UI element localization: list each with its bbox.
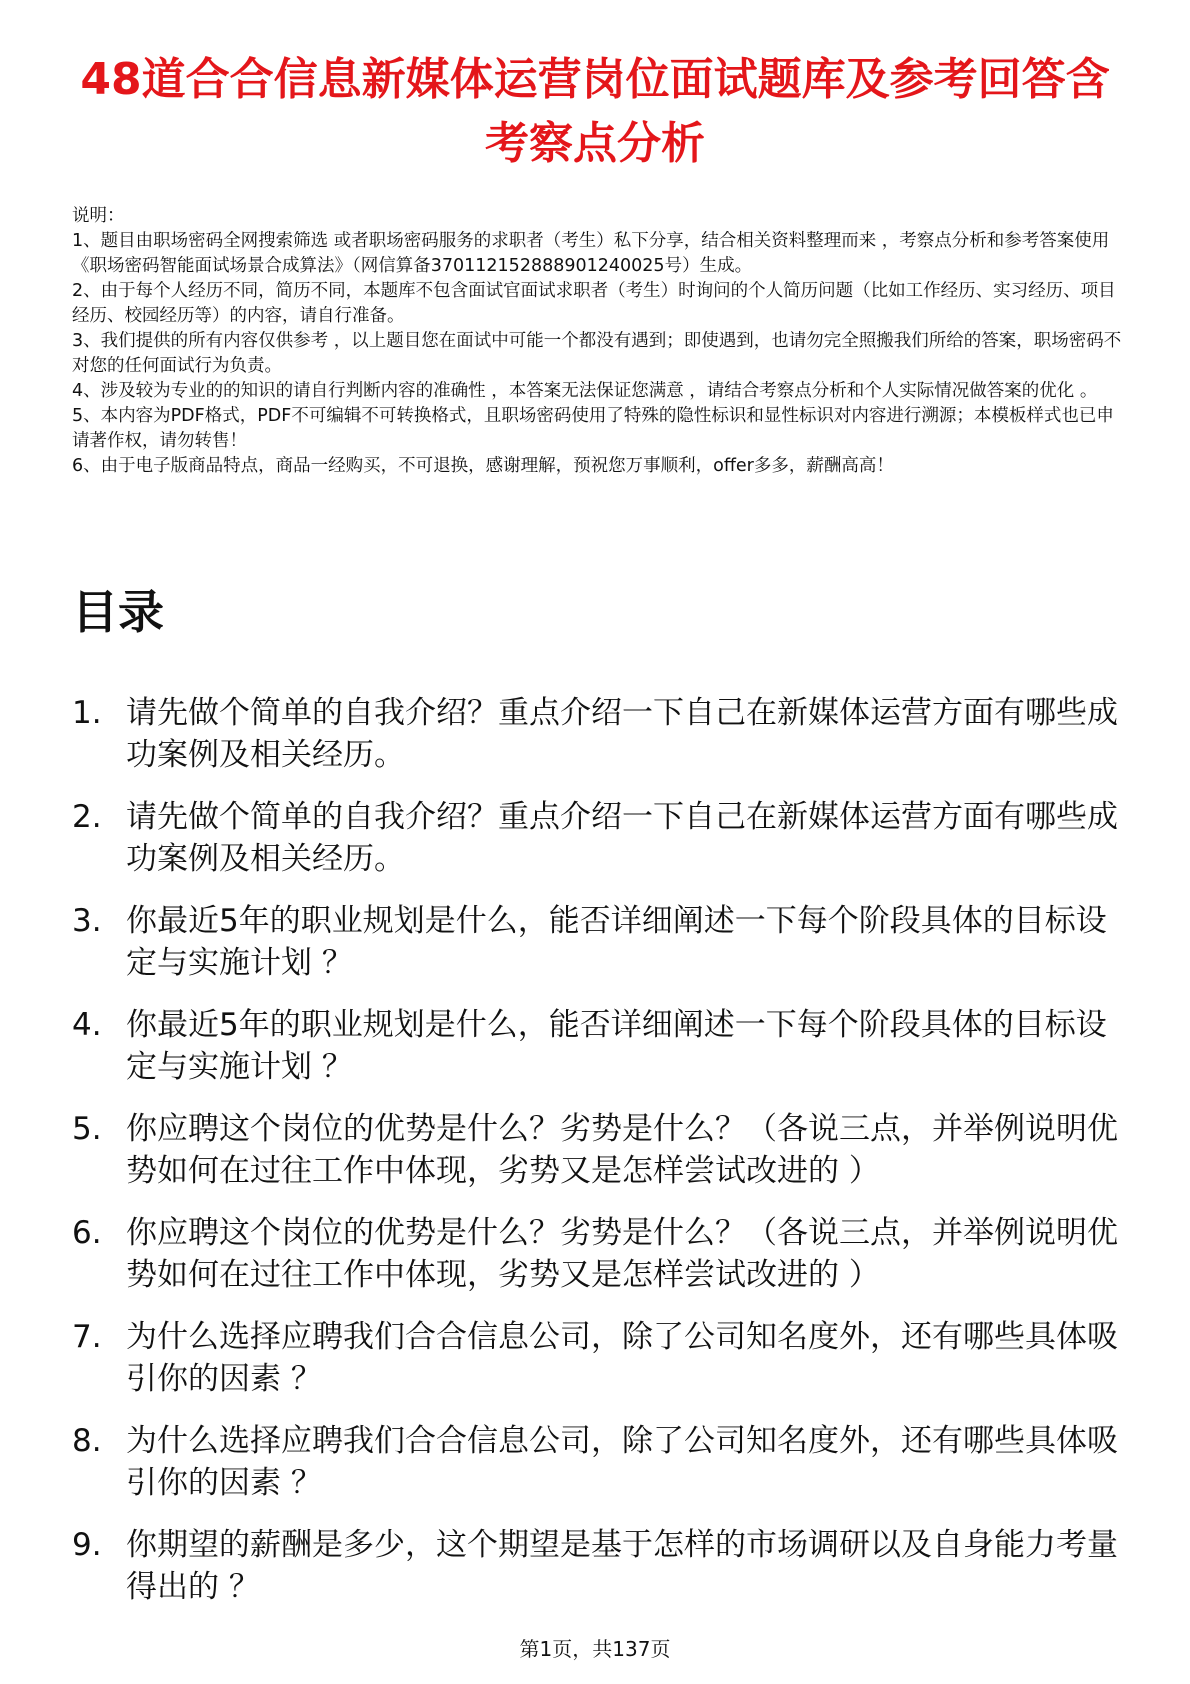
- notes-heading: 说明：: [72, 206, 125, 226]
- toc-item[interactable]: [72, 796, 1132, 880]
- toc-item-number: 3.: [72, 903, 102, 939]
- notes-item: 2、由于每个人经历不同，简历不同，本题库不包含面试官面试求职者（考生）时询问的个人简历问题（比如工作经历、实习经历、项目经历、校园经历等）的内容，请自行准备。: [72, 281, 1116, 326]
- toc-item-number: 2.: [72, 799, 102, 835]
- toc-heading: 目录: [72, 585, 164, 639]
- page-title: 48道合合信息新媒体运营岗位面试题库及参考回答含考察点分析: [80, 54, 1110, 169]
- page-footer: 第1页，共137页: [519, 1637, 671, 1661]
- toc-item[interactable]: [72, 692, 1132, 776]
- toc-item[interactable]: [72, 1108, 1132, 1192]
- notes-item: 3、我们提供的所有内容仅供参考 ，以上题目您在面试中可能一个都没有遇到；即使遇到，也请勿完全照搬我们所给的答案，职场密码不对您的任何面试行为负责。: [72, 331, 1122, 376]
- toc-item-text: 你最近5年的职业规划是什么，能否详细阐述一下每个阶段具体的目标设定与实施计划 ？: [126, 903, 1107, 981]
- toc-item-number: 1.: [72, 695, 102, 731]
- toc-item-number: 7.: [72, 1319, 102, 1355]
- toc-item-text: 你期望的薪酬是多少，这个期望是基于怎样的市场调研以及自身能力考量得出的 ？: [126, 1527, 1118, 1605]
- toc-item[interactable]: [72, 1212, 1132, 1296]
- toc-item-text: 你应聘这个岗位的优势是什么？劣势是什么？（各说三点，并举例说明优势如何在过往工作中体现，劣势又是怎样尝试改进的 ）: [126, 1111, 1118, 1189]
- toc-item-text: 为什么选择应聘我们合合信息公司，除了公司知名度外，还有哪些具体吸引你的因素 ？: [126, 1319, 1118, 1397]
- toc-item[interactable]: [72, 1004, 1132, 1088]
- notes-item: 5、本内容为PDF格式，PDF不可编辑不可转换格式，且职场密码使用了特殊的隐性标识和显性标识对内容进行溯源；本模板样式也已申请著作权，请勿转售！: [72, 406, 1114, 451]
- toc-item-text: 为什么选择应聘我们合合信息公司，除了公司知名度外，还有哪些具体吸引你的因素 ？: [126, 1423, 1118, 1501]
- notes-item: 1、题目由职场密码全网搜索筛选 或者职场密码服务的求职者（考生）私下分享，结合相关资料整理而来 ，考察点分析和参考答案使用《职场密码智能面试场景合成算法》（网信算备370112152888901240025号）生成。: [72, 231, 1110, 276]
- toc-item-text: 你最近5年的职业规划是什么，能否详细阐述一下每个阶段具体的目标设定与实施计划 ？: [126, 1007, 1107, 1085]
- toc-item[interactable]: [72, 900, 1132, 984]
- toc-item-text: 请先做个简单的自我介绍？重点介绍一下自己在新媒体运营方面有哪些成功案例及相关经历。: [126, 695, 1118, 773]
- toc-item-text: 请先做个简单的自我介绍？重点介绍一下自己在新媒体运营方面有哪些成功案例及相关经历。: [126, 799, 1118, 877]
- notes-item: 6、由于电子版商品特点，商品一经购买，不可退换，感谢理解，预祝您万事顺利，offer多多，薪酬高高！: [72, 456, 894, 476]
- toc-item[interactable]: [72, 1316, 1132, 1400]
- toc-item-number: 8.: [72, 1423, 102, 1459]
- toc-item[interactable]: [72, 1524, 1132, 1608]
- toc-item-text: 你应聘这个岗位的优势是什么？劣势是什么？（各说三点，并举例说明优势如何在过往工作中体现，劣势又是怎样尝试改进的 ）: [126, 1215, 1118, 1293]
- notes-item: 4、涉及较为专业的的知识的请自行判断内容的准确性 ，本答案无法保证您满意 ，请结合考察点分析和个人实际情况做答案的优化 。: [72, 381, 1098, 401]
- toc-item-number: 6.: [72, 1215, 102, 1251]
- toc-item-number: 9.: [72, 1527, 102, 1563]
- toc-item-number: 4.: [72, 1007, 102, 1043]
- notes-section: [72, 204, 1122, 479]
- toc-item-number: 5.: [72, 1111, 102, 1147]
- table-of-contents: [72, 692, 1132, 1628]
- toc-item[interactable]: [72, 1420, 1132, 1504]
